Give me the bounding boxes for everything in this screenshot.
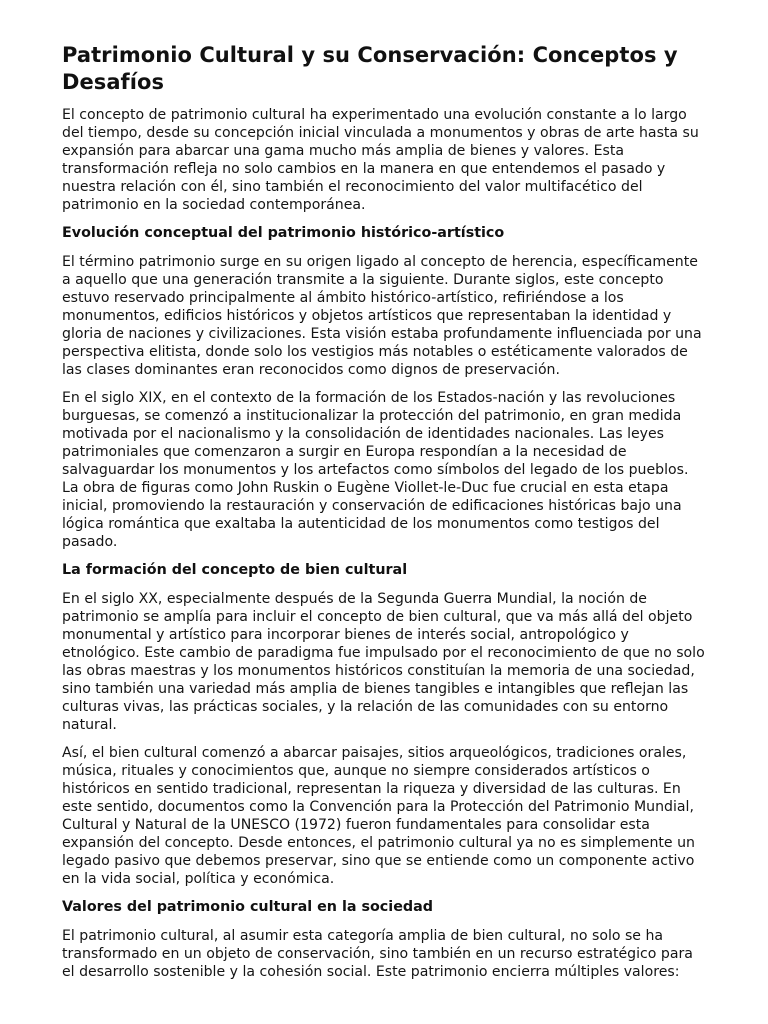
paragraph: El término patrimonio surge en su origen ligado al concepto de herencia, específicamente a aquello que una generación transmite a la siguiente. Durante siglos, este concepto estuvo reservado principalmente al ámbito histórico-artístico, refiriéndose a los monumentos, edificios históricos y objetos artísticos que representaban la identidad y gloria de naciones y civilizaciones. Esta visión estaba profundamente influenciada por una perspectiva elitista, donde solo los vestigios más notables o estéticamente valorados de las clases dominantes eran reconocidos como dignos de preservación. [62, 254, 702, 378]
intro-paragraph: El concepto de patrimonio cultural ha experimentado una evolución constante a lo largo del tiempo, desde su concepción inicial vinculada a monumentos y obras de arte hasta su expansión para abarcar una gama mucho más amplia de bienes y valores. Esta transformación refleja no solo cambios en la manera en que entendemos el pasado y nuestra relación con él, sino también el reconocimiento del valor multifacético del patrimonio en la sociedad contemporánea. [62, 107, 699, 213]
paragraph: El patrimonio cultural, al asumir esta categoría amplia de bien cultural, no solo se ha transformado en un objeto de conservación, sino también en un recurso estratégico para el desarrollo sostenible y la cohesión social. Este patrimonio encierra múltiples valores: [62, 928, 693, 980]
paragraph: En el siglo XX, especialmente después de la Segunda Guerra Mundial, la noción de patrimonio se amplía para incluir el concepto de bien cultural, que va más allá del objeto monumental y artístico para incorporar bienes de interés social, antropológico y etnológico. Este cambio de paradigma fue impulsado por el reconocimiento de que no solo las obras maestras y los monumentos históricos constituían la memoria de una sociedad, sino también una variedad más amplia de bienes tangibles e intangibles que reflejan las culturas vivas, las prácticas sociales, y la relación de las comunidades con su entorno natural. [62, 591, 705, 733]
paragraph: Así, el bien cultural comenzó a abarcar paisajes, sitios arqueológicos, tradiciones orales, música, rituales y conocimientos que, aunque no siempre considerados artísticos o históricos en sentido tradicional, representan la riqueza y diversidad de las culturas. En este sentido, documentos como la Convención para la Protección del Patrimonio Mundial, Cultural y Natural de la UNESCO (1972) fueron fundamentales para consolidar esta expansión del concepto. Desde entonces, el patrimonio cultural ya no es simplemente un legado pasivo que debemos preservar, sino que se entiende como un componente activo en la vida social, política y económica. [62, 745, 695, 887]
page-title: Patrimonio Cultural y su Conservación: Conceptos y Desafíos [62, 43, 678, 94]
paragraph: En el siglo XIX, en el contexto de la formación de los Estados-nación y las revoluciones burguesas, se comenzó a institucionalizar la protección del patrimonio, en gran medida motivada por el nacionalismo y la consolidación de identidades nacionales. Las leyes patrimoniales que comenzaron a surgir en Europa respondían a la necesidad de salvaguardar los monumentos y los artefactos como símbolos del legado de los pueblos. La obra de figuras como John Ruskin o Eugène Viollet-le-Duc fue crucial en esta etapa inicial, promoviendo la restauración y conservación de edificaciones históricas bajo una lógica romántica que exaltaba la autenticidad de los monumentos como testigos del pasado. [62, 390, 689, 550]
section-heading-valores: Valores del patrimonio cultural en la sociedad [62, 899, 433, 915]
section-heading-evolucion: Evolución conceptual del patrimonio histórico-artístico [62, 225, 505, 241]
section-heading-bien-cultural: La formación del concepto de bien cultural [62, 562, 408, 578]
